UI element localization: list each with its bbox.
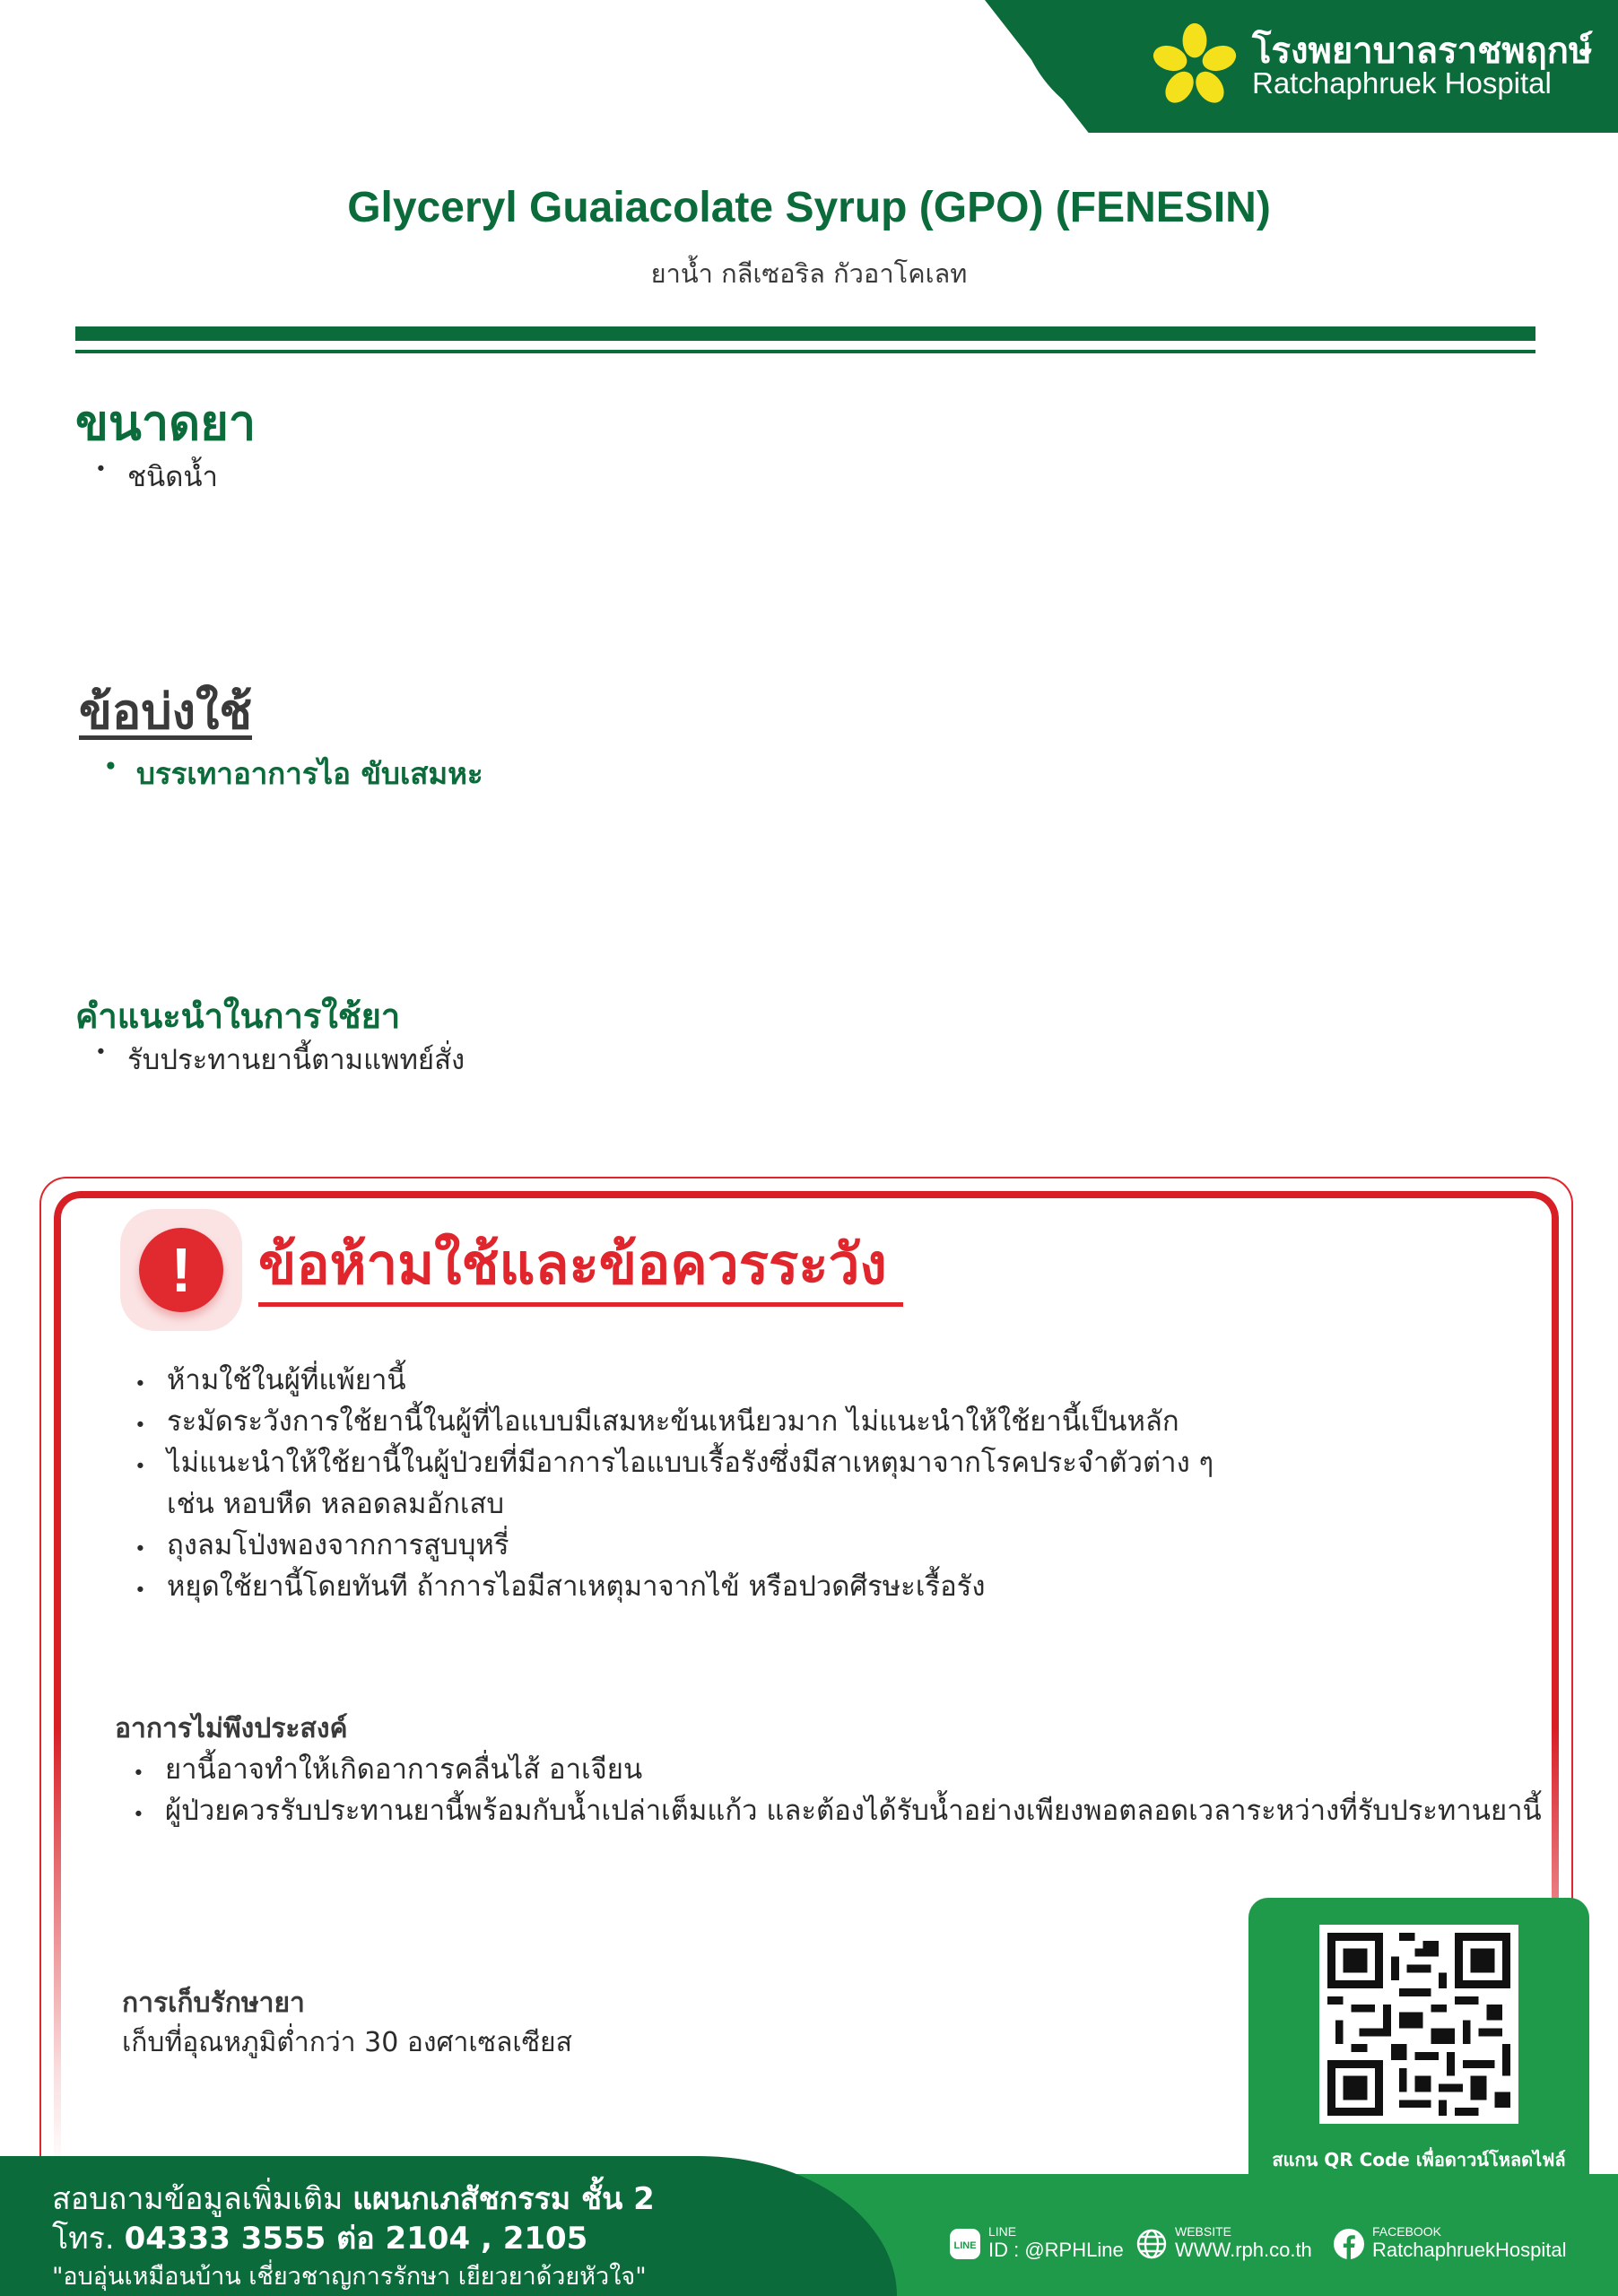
list-item: • บรรเทาอาการไอ ขับเสมหะ xyxy=(136,750,483,797)
website-contact[interactable] xyxy=(1135,2221,1324,2266)
list-item: • ระมัดระวังการใช้ยานี้ในผู้ที่ไอแบบมีเสมหะข้นเหนียวมาก ไม่แนะนำให้ใช้ยานี้เป็นหลัก xyxy=(167,1401,1214,1442)
warning-list xyxy=(167,1360,1214,1607)
storage-heading: การเก็บรักษายา xyxy=(122,1987,305,2019)
list-item: • รับประทานยานี้ตามแพทย์สั่ง xyxy=(127,1037,465,1082)
continuation-text: เช่น หอบหืด หลอดลมอักเสบ xyxy=(167,1488,505,1520)
dosage-list xyxy=(127,454,218,499)
qr-caption: สแกน QR Code เพื่อดาวน์โหลดไฟล์ xyxy=(1272,2149,1566,2170)
svg-text:LINE: LINE xyxy=(953,2240,977,2251)
line-id: ID : @RPHLine xyxy=(988,2239,1124,2261)
line-label: LINE xyxy=(988,2224,1017,2239)
title-divider-thin xyxy=(75,350,1535,353)
title-divider-thick xyxy=(75,326,1535,341)
qr-code-icon xyxy=(1319,1925,1518,2124)
website-label: WEBSITE xyxy=(1175,2224,1232,2239)
line-icon xyxy=(949,2228,981,2260)
list-item: • ไม่แนะนำให้ใช้ยานี้ในผู้ป่วยที่มีอาการไอแบบเรื้อรังซึ่งมีสาเหตุมาจากโรคประจำตัวต่าง ๆ xyxy=(167,1442,1214,1483)
footer-line-phone xyxy=(52,2213,587,2262)
hospital-logo-band xyxy=(1017,0,1618,133)
drug-subtitle-thai: ยาน้ำ กลีเซอริล กัวอาโคเลท xyxy=(650,258,968,289)
indication-heading: ข้อบ่งใช้ xyxy=(79,683,253,740)
list-item: • ยานี้อาจทำให้เกิดอาการคลื่นไส้ อาเจียน xyxy=(165,1749,1542,1790)
department-name: แผนกเภสัชกรรม ชั้น 2 xyxy=(352,2181,655,2217)
list-item-continuation xyxy=(167,1483,1214,1525)
advice-heading: คำแนะนำในการใช้ยา xyxy=(75,996,401,1036)
phone-label: โทร. xyxy=(52,2221,125,2257)
globe-icon xyxy=(1135,2228,1168,2260)
phone-number[interactable]: 04333 3555 ต่อ 2104 , 2105 xyxy=(124,2221,588,2257)
line-contact[interactable] xyxy=(949,2221,1137,2266)
storage-text: เก็บที่อุณหภูมิต่ำกว่า 30 องศาเซลเซียส xyxy=(122,2027,572,2058)
list-item: • หยุดใช้ยานี้โดยทันที ถ้าการไอมีสาเหตุมาจากไข้ หรือปวดศีรษะเรื้อรัง xyxy=(167,1566,1214,1607)
facebook-label: FACEBOOK xyxy=(1372,2224,1442,2239)
hospital-name-thai: โรงพยาบาลราชพฤกษ์ xyxy=(1252,30,1593,72)
drug-title: Glyceryl Guaiacolate Syrup (GPO) (FENESIN) xyxy=(347,184,1271,231)
side-effects-list xyxy=(165,1749,1542,1831)
indication-list xyxy=(136,750,483,797)
list-item: • ชนิดน้ำ xyxy=(127,454,218,499)
list-item: • ถุงลมโป่งพองจากการสูบบุหรี่ xyxy=(167,1525,1214,1566)
flower-logo-icon xyxy=(1152,22,1238,108)
facebook-icon xyxy=(1333,2228,1365,2260)
facebook-contact[interactable] xyxy=(1333,2221,1593,2266)
inquiry-label: สอบถามข้อมูลเพิ่มเติม xyxy=(52,2181,353,2217)
list-item: • ผู้ป่วยควรรับประทานยานี้พร้อมกับน้ำเปล่าเต็มแก้ว และต้องได้รับน้ำอย่างเพียงพอตลอดเวลาระหว่างที่รับประทานยานี้ xyxy=(165,1790,1542,1831)
advice-list xyxy=(127,1037,465,1082)
facebook-page: RatchaphruekHospital xyxy=(1372,2239,1567,2261)
website-url: WWW.rph.co.th xyxy=(1175,2239,1312,2261)
side-effects-heading: อาการไม่พึงประสงค์ xyxy=(115,1713,348,1744)
hospital-name-english: Ratchaphruek Hospital xyxy=(1252,66,1552,100)
dosage-heading: ขนาดยา xyxy=(75,395,257,451)
warning-heading: ข้อห้ามใช้และข้อควรระวัง xyxy=(258,1227,903,1307)
qr-code-image[interactable] xyxy=(1319,1925,1518,2124)
exclamation-icon: ! xyxy=(139,1228,223,1312)
list-item: • ห้ามใช้ในผู้ที่แพ้ยานี้ xyxy=(167,1360,1214,1401)
footer-slogan: "อบอุ่นเหมือนบ้าน เชี่ยวชาญการรักษา เยียวยาด้วยหัวใจ" xyxy=(52,2263,647,2291)
